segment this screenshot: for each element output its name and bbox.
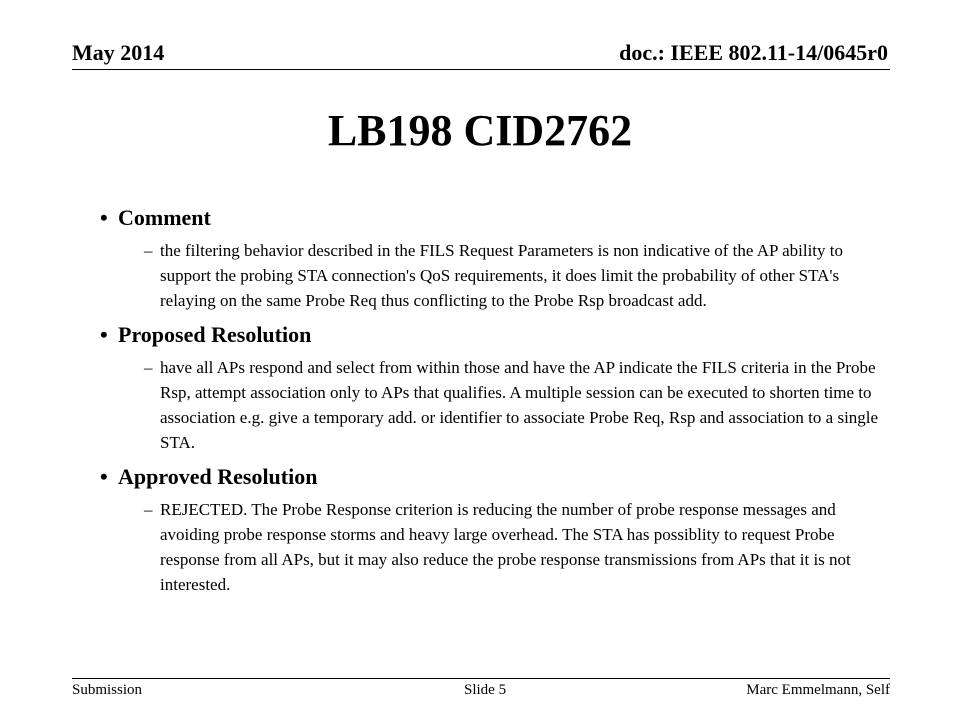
header-divider xyxy=(72,69,890,70)
dash-marker: – xyxy=(144,500,153,519)
proposed-resolution-section xyxy=(80,321,888,455)
approved-resolution-section xyxy=(80,463,888,597)
slide-body xyxy=(80,204,888,605)
footer-submission: Submission xyxy=(72,682,143,698)
proposed-resolution-text: have all APs respond and select from within those and have the AP indicate the FILS criteria in the Probe Rsp, attempt association only to APs that qualifies. A multiple session can be executed to shorten time to association e.g. give a temporary add. or identifier to associate Probe Req, Rsp and association to a single STA. xyxy=(160,358,879,452)
dash-marker: – xyxy=(144,358,153,377)
header-doc-id: doc.: IEEE 802.11-14/0645r0 xyxy=(619,40,888,65)
bullet-dot: • xyxy=(100,322,108,347)
header-date: May 2014 xyxy=(72,40,165,65)
bullet-dot: • xyxy=(100,205,108,230)
footer-slide-number: Slide 5 xyxy=(464,682,507,698)
comment-section xyxy=(80,204,888,313)
comment-heading: Comment xyxy=(118,205,211,230)
footer-author: Marc Emmelmann, Self xyxy=(746,682,890,698)
comment-text: the filtering behavior described in the FILS Request Parameters is non indicative of the AP ability to support the probing STA connection's QoS requirements, it does limit the probability of other STA's relaying on the same Probe Req thus conflicting to the Probe Rsp broadcast add. xyxy=(160,241,843,310)
proposed-resolution-heading: Proposed Resolution xyxy=(118,322,312,347)
approved-resolution-heading: Approved Resolution xyxy=(118,464,318,489)
slide-title: LB198 CID2762 xyxy=(327,106,633,155)
bullet-dot: • xyxy=(100,464,108,489)
footer-divider xyxy=(72,678,890,679)
dash-marker: – xyxy=(144,241,153,260)
approved-resolution-text: REJECTED. The Probe Response criterion is reducing the number of probe response messages and avoiding probe response storms and heavy large overhead. The STA has possiblity to request Probe response from all APs, but it may also reduce the probe response transmissions from APs that it is not interested. xyxy=(160,500,851,594)
